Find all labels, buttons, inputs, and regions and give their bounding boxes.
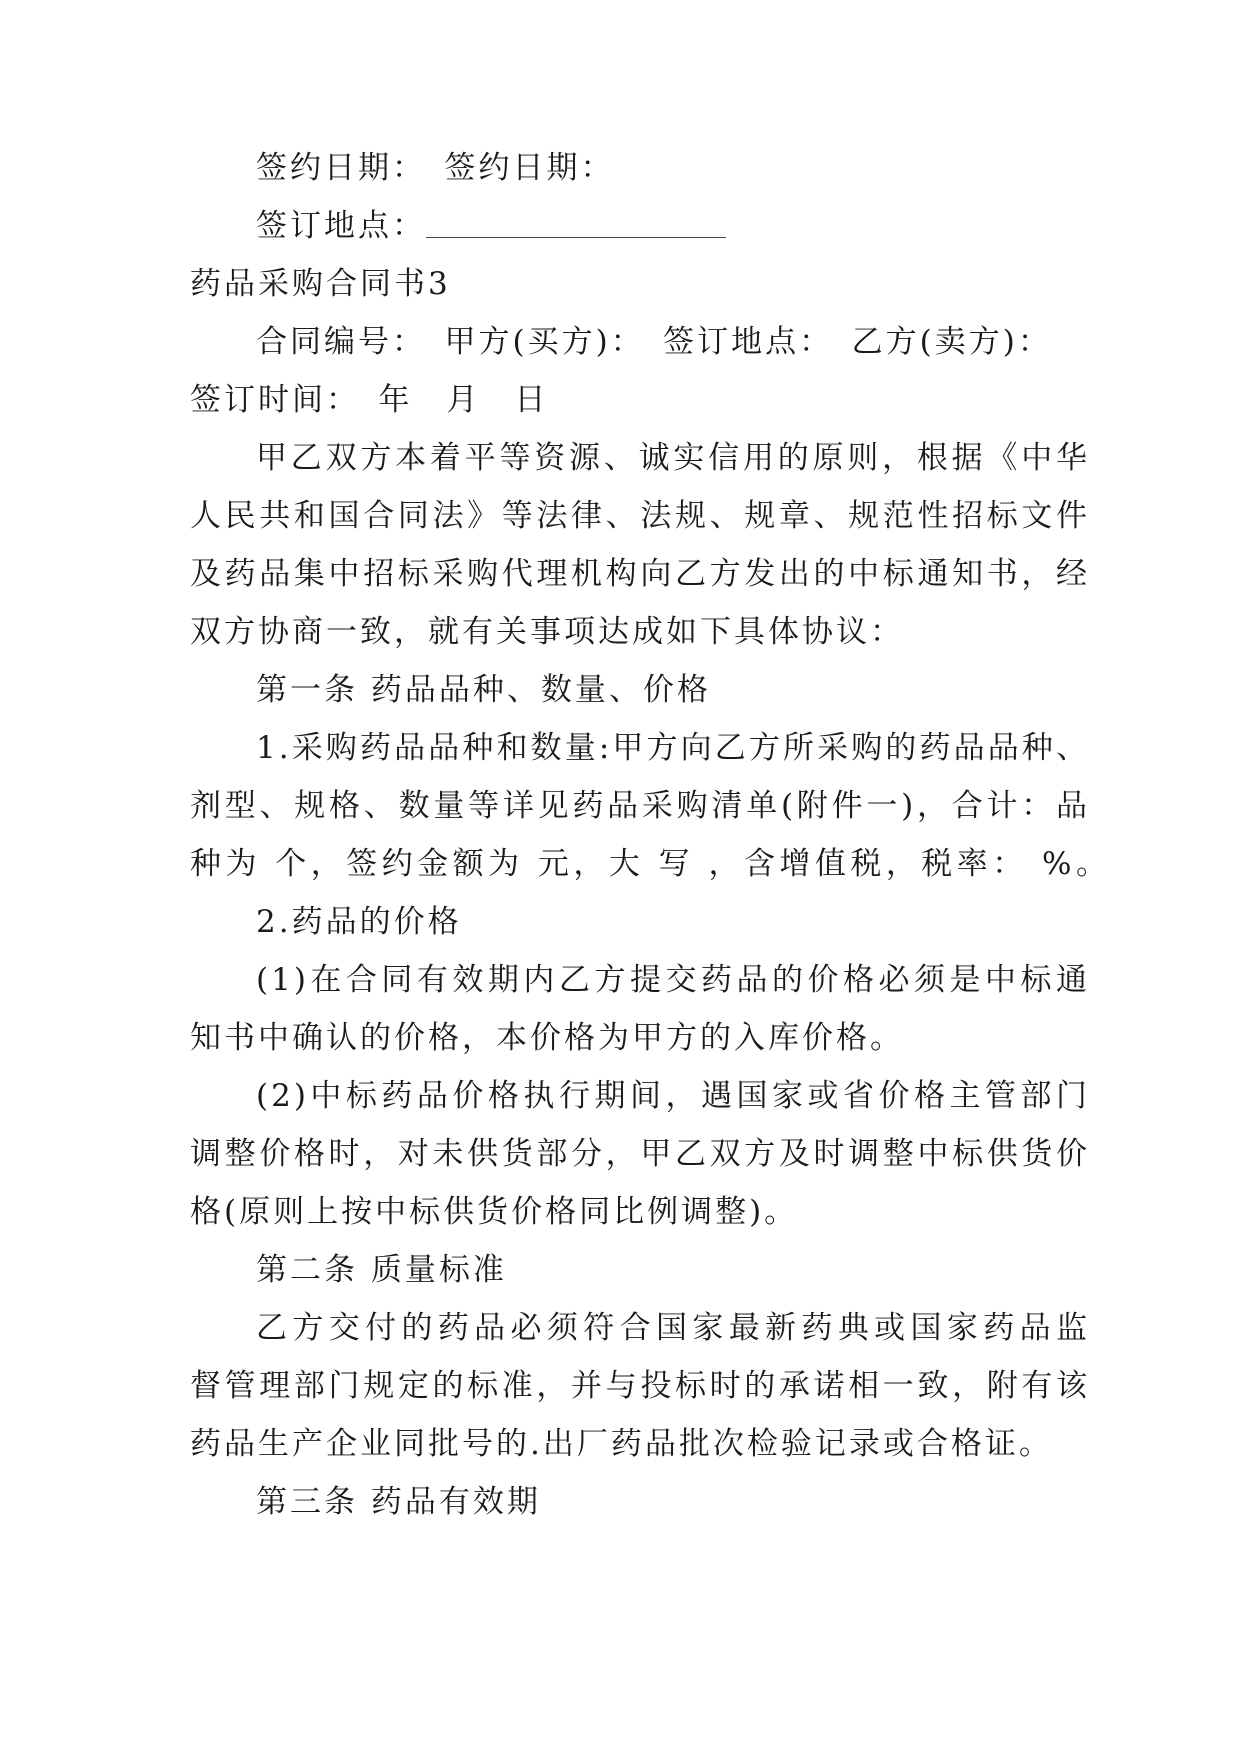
article-2-paragraph-line: 药品生产企业同批号的.出厂药品批次检验记录或合格证。 (190, 1426, 1053, 1462)
clause-1-line: 1.采购药品品种和数量:甲方向乙方所采购的药品品种、 (256, 730, 1090, 766)
signing-date-line: 签约日期： 签约日期： (256, 150, 615, 186)
clause-2-1-line: 知书中确认的价格，本价格为甲方的入库价格。 (190, 1020, 904, 1056)
article-2-paragraph-line: 乙方交付的药品必须符合国家最新药典或国家药品监 (256, 1310, 1090, 1346)
intro-paragraph-line: 及药品集中招标采购代理机构向乙方发出的中标通知书，经 (190, 556, 1090, 592)
clause-2-1-line: (1)在合同有效期内乙方提交药品的价格必须是中标通 (256, 962, 1090, 998)
signing-place-blank (426, 209, 726, 238)
clause-1-line: 剂型、规格、数量等详见药品采购清单(附件一)，合计：品 (190, 788, 1090, 824)
article-2-heading: 第二条 质量标准 (256, 1252, 507, 1288)
article-2-paragraph-line: 督管理部门规定的标准，并与投标时的承诺相一致，附有该 (190, 1368, 1090, 1404)
clause-2-2-line: 调整价格时，对未供货部分，甲乙双方及时调整中标供货价 (190, 1136, 1090, 1172)
section-title: 药品采购合同书3 (190, 266, 451, 302)
clause-2-2-line: 格(原则上按中标供货价格同比例调整)。 (190, 1194, 799, 1230)
intro-paragraph-line: 双方协商一致，就有关事项达成如下具体协议： (190, 614, 904, 650)
signing-place-line (256, 206, 1090, 246)
clause-2-heading: 2.药品的价格 (256, 904, 462, 940)
clause-2-2-line: (2)中标药品价格执行期间，遇国家或省价格主管部门 (256, 1078, 1090, 1114)
article-3-heading: 第三条 药品有效期 (256, 1484, 541, 1520)
clause-1-line: 种为 个，签约金额为 元，大 写 ，含增值税，税率： %。 (190, 846, 1110, 882)
signing-place-label: 签订地点： (256, 208, 426, 244)
intro-paragraph-line: 人民共和国合同法》等法律、法规、规章、规范性招标文件 (190, 498, 1090, 534)
article-1-heading: 第一条 药品品种、数量、价格 (256, 672, 711, 708)
signing-time-line: 签订时间： 年 月 日 (190, 382, 549, 418)
intro-paragraph-line: 甲乙双方本着平等资源、诚实信用的原则，根据《中华 (256, 440, 1090, 476)
contract-header-line: 合同编号： 甲方(买方)： 签订地点： 乙方(卖方)： (256, 324, 1052, 360)
